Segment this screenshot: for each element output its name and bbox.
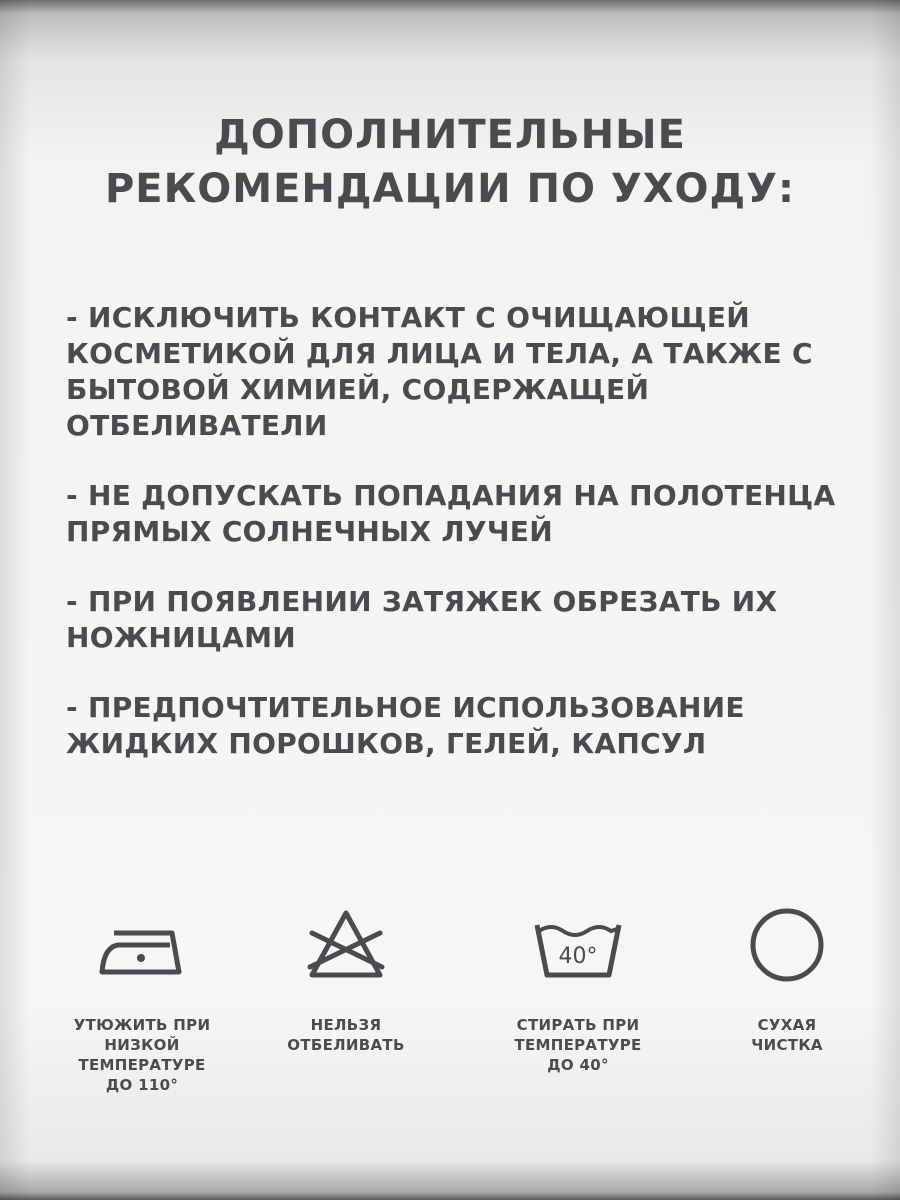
care-item-wash: [488, 905, 668, 1075]
recommendation-item: - НЕ ДОПУСКАТЬ ПОПАДАНИЯ НА ПОЛОТЕНЦА ПРЯМЫХ СОЛНЕЧНЫХ ЛУЧЕЙ: [66, 479, 836, 548]
page-title: [40, 108, 860, 216]
wash-temperature-text: 40°: [558, 944, 598, 969]
care-item-iron: [52, 905, 232, 1095]
recommendations-list: [66, 300, 864, 796]
dry-clean-label: СУХАЯ ЧИСТКА: [751, 1016, 823, 1054]
no-bleach-label: НЕЛЬЗЯ ОТБЕЛИВАТЬ: [287, 1016, 405, 1054]
recommendation-item: - ИСКЛЮЧИТЬ КОНТАКТ С ОЧИЩАЮЩЕЙ КОСМЕТИКОЙ ДЛЯ ЛИЦА И ТЕЛА, А ТАКЖЕ С БЫТОВОЙ ХИМИЕЙ, СОДЕРЖАЩЕЙ ОТБЕЛИВАТЕЛИ: [66, 301, 813, 442]
care-icons-row: [0, 905, 900, 1105]
iron-low-temp-icon: [92, 905, 192, 985]
care-item-dry-clean: [697, 905, 877, 1055]
iron-label: УТЮЖИТЬ ПРИ НИЗКОЙ ТЕМПЕРАТУРЕ ДО 110°: [73, 1016, 211, 1094]
recommendation-item: - ПРЕДПОЧТИТЕЛЬНОЕ ИСПОЛЬЗОВАНИЕ ЖИДКИХ ПОРОШКОВ, ГЕЛЕЙ, КАПСУЛ: [66, 691, 745, 760]
wash-label: СТИРАТЬ ПРИ ТЕМПЕРАТУРЕ ДО 40°: [514, 1016, 642, 1074]
title-line-1: ДОПОЛНИТЕЛЬНЫЕ: [214, 112, 686, 158]
title-line-2: РЕКОМЕНДАЦИИ ПО УХОДУ:: [104, 166, 796, 212]
dry-clean-icon: [737, 905, 837, 985]
recommendation-item: - ПРИ ПОЯВЛЕНИИ ЗАТЯЖЕК ОБРЕЗАТЬ ИХ НОЖНИЦАМИ: [66, 585, 778, 654]
wash-40-icon: [523, 905, 633, 985]
care-item-no-bleach: [256, 905, 436, 1055]
no-bleach-icon: [296, 905, 396, 985]
